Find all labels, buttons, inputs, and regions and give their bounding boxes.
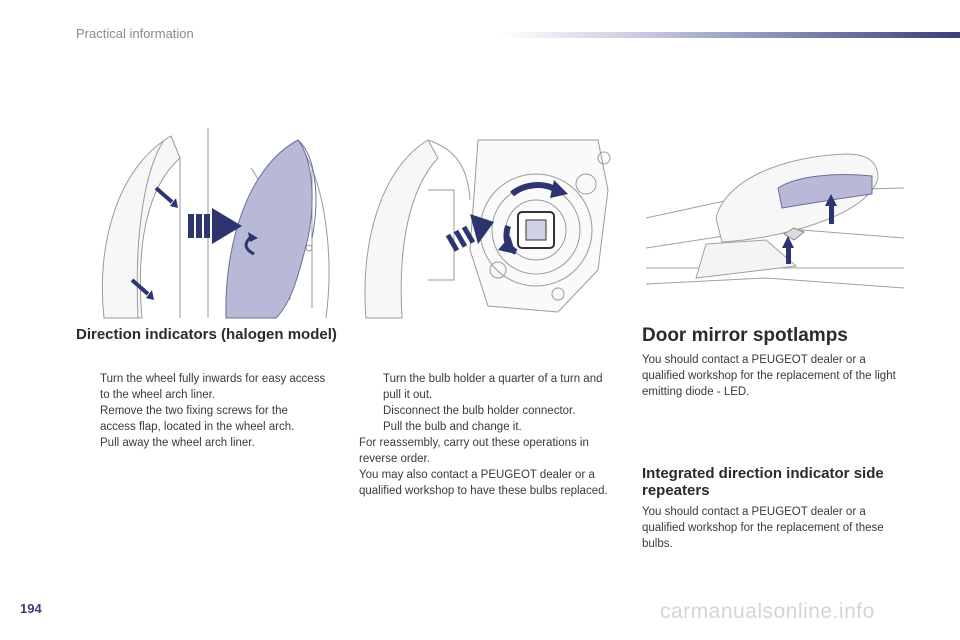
step-text: Turn the bulb holder a quarter of a turn and pull it out. xyxy=(383,373,603,401)
step-text: Turn the wheel fully inwards for easy access to the wheel arch liner. xyxy=(100,373,326,401)
wheel-arch-illustration xyxy=(76,128,346,320)
list-item xyxy=(359,403,621,419)
step-text: Pull the bulb and change it. xyxy=(383,421,522,433)
list-item xyxy=(359,419,621,435)
door-mirror-illustration xyxy=(646,148,906,296)
wheel-arch-steps-list xyxy=(76,371,326,451)
dealer-note: You may also contact a PEUGEOT dealer or a qualified workshop to have these bulbs replaced. xyxy=(359,469,608,497)
bulb-holder-illustration xyxy=(358,130,622,320)
reassembly-note: For reassembly, carry out these operations in reverse order. xyxy=(359,437,589,465)
reassembly-notes xyxy=(359,435,621,499)
step-text: Pull away the wheel arch liner. xyxy=(100,437,255,449)
door-mirror-body: You should contact a PEUGEOT dealer or a qualified workshop for the replacement of the light emitting diode - LED. xyxy=(642,354,896,398)
list-item xyxy=(359,371,621,403)
bulb-holder-steps-list xyxy=(359,371,621,435)
step-text: Disconnect the bulb holder connector. xyxy=(383,405,576,417)
section-heading-door-mirror-spotlamps: Door mirror spotlamps xyxy=(642,325,848,346)
section-heading-direction-indicators: Direction indicators (halogen model) xyxy=(76,326,337,343)
page-number: 194 xyxy=(20,601,42,616)
list-item xyxy=(76,435,326,451)
list-item xyxy=(76,371,326,403)
step-text: Remove the two fixing screws for the access flap, located in the wheel arch. xyxy=(100,405,295,433)
header-accent-bar xyxy=(500,32,960,38)
list-item xyxy=(76,403,326,435)
section-heading-side-repeaters: Integrated direction indicator side repeaters xyxy=(642,465,884,499)
page-header-title: Practical information xyxy=(76,26,194,41)
side-repeaters-body: You should contact a PEUGEOT dealer or a qualified workshop for the replacement of these bulbs. xyxy=(642,506,884,550)
watermark: carmanualsonline.info xyxy=(660,600,875,623)
